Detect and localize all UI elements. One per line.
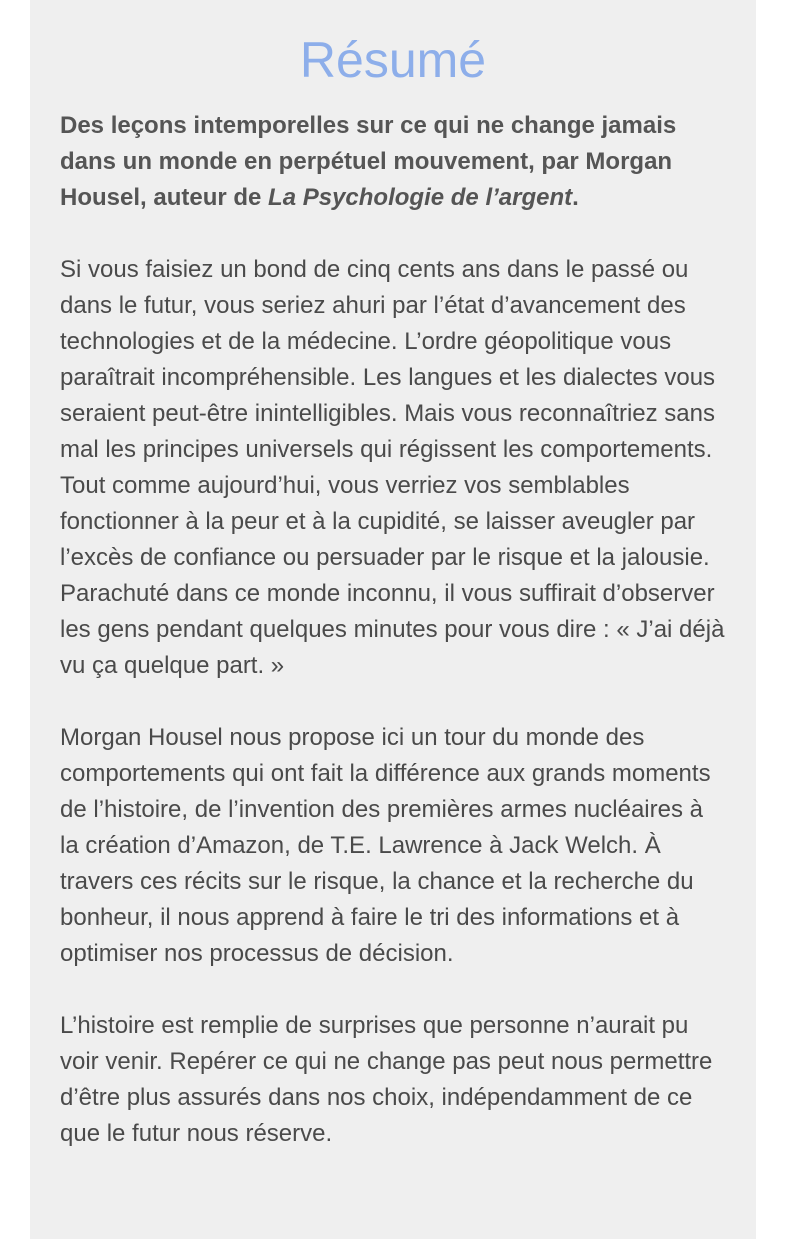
intro-text: Des leçons intemporelles sur ce qui ne change jamais dans un monde en perpétuel mouvement, par Morgan Housel, auteur de (60, 112, 677, 211)
summary-paragraph-1: Si vous faisiez un bond de cinq cents ans dans le passé ou dans le futur, vous seriez ahuri par l’état d’avancement des technologies et de la médecine. L’ordre géopolitique vous paraîtrait incompréhensible. Les langues et les dialectes vous seraient peut-être inintelligibles. Mais vous reconnaîtriez sans mal les principes universels qui régissent les comportements. Tout comme aujourd’hui, vous verriez vos semblables fonctionner à la peur et à la cupidité, se laisser aveugler par l’excès de confiance ou persuader par le risque et la jalousie. Parachuté dans ce monde inconnu, il vous suffirait d’observer les gens pendant quelques minutes pour vous dire : « J’ai déjà vu ça quelque part. » (60, 256, 725, 679)
summary-title: Résumé (299, 32, 487, 88)
summary-intro (60, 108, 726, 216)
summary-panel (30, 0, 756, 1239)
intro-end: . (572, 184, 579, 211)
book-title: La Psychologie de l’argent (268, 184, 573, 211)
summary-paragraph-2: Morgan Housel nous propose ici un tour du monde des comportements qui ont fait la différence aux grands moments de l’histoire, de l’invention des premières armes nucléaires à la création d’Amazon, de T.E. Lawrence à Jack Welch. À travers ces récits sur le risque, la chance et la recherche du bonheur, il nous apprend à faire le tri des informations et à optimiser nos processus de décision. (60, 724, 711, 967)
summary-paragraph-3: L’histoire est remplie de surprises que personne n’aurait pu voir venir. Repérer ce qui ne change pas peut nous permettre d’être plus assurés dans nos choix, indépendamment de ce que le futur nous réserve. (60, 1012, 713, 1147)
